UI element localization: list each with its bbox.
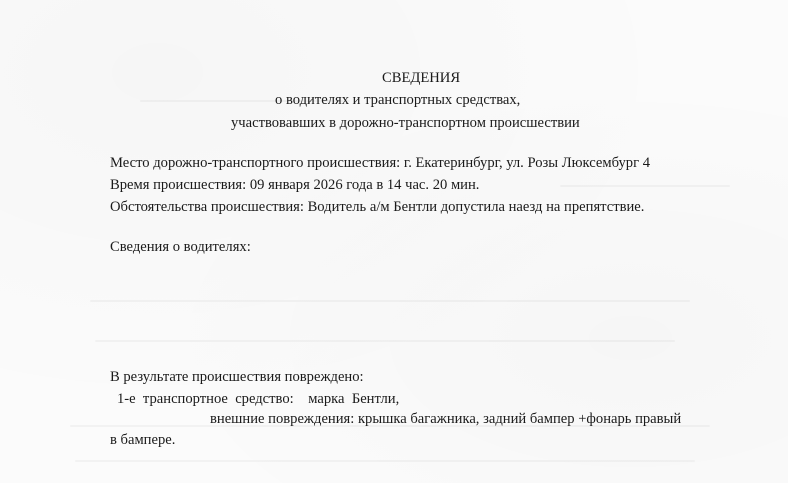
document-title: СВЕДЕНИЯ xyxy=(382,70,461,86)
document-subtitle-line-1: о водителях и транспортных средствах, xyxy=(275,92,521,108)
document-subtitle-line-2: участвовавших в дорожно-транспортном происшествии xyxy=(231,115,580,131)
incident-time: Время происшествия: 09 января 2026 года в 14 час. 20 мин. xyxy=(110,177,480,193)
drivers-heading: Сведения о водителях: xyxy=(110,239,251,255)
bleed-through-mark xyxy=(90,300,690,302)
incident-circumstances: Обстоятельства происшествия: Водитель а/м Бентли допустила наезд на препятствие. xyxy=(110,199,645,215)
damage-line: внешние повреждения: крышка багажника, задний бампер +фонарь правый xyxy=(210,411,682,427)
damage-heading: В результате происшествия повреждено: xyxy=(110,369,364,385)
bleed-through-mark xyxy=(560,185,730,187)
bleed-through-mark xyxy=(95,340,675,342)
bleed-through-mark xyxy=(75,460,695,462)
damage-continuation: в бампере. xyxy=(110,432,176,448)
incident-place: Место дорожно-транспортного происшествия: г. Екатеринбург, ул. Розы Люксембург 4 xyxy=(110,155,651,171)
vehicle-line: 1-е транспортное средство: марка Бентли, xyxy=(117,391,400,407)
